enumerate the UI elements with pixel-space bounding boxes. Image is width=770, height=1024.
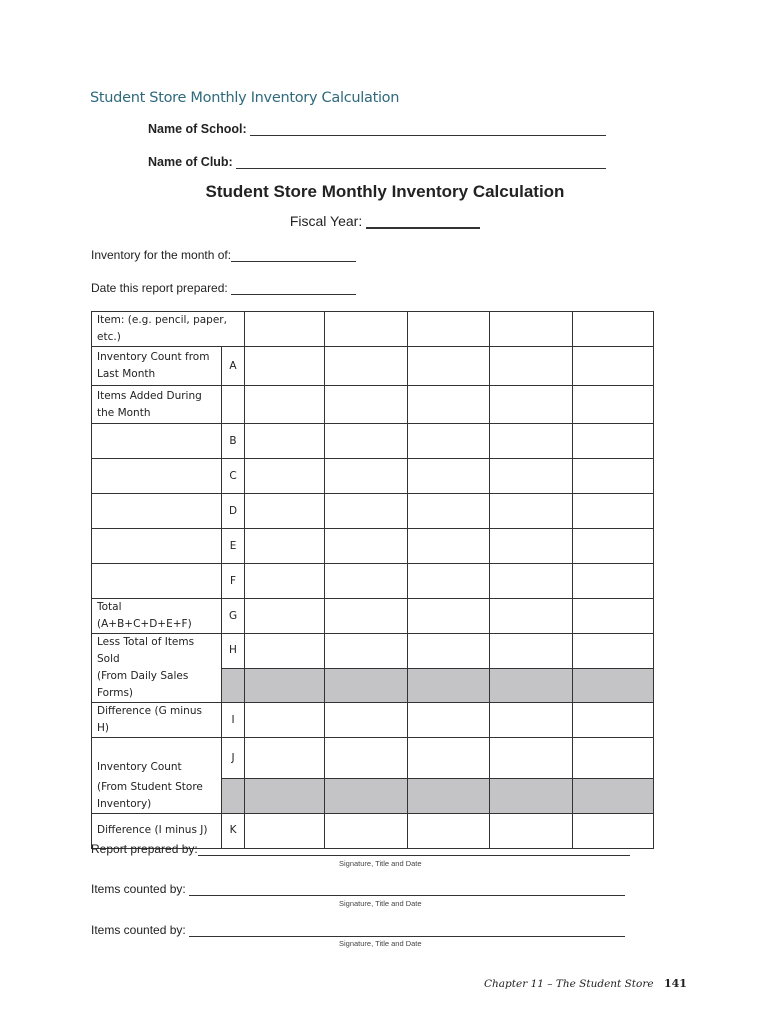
club-field (148, 155, 606, 169)
data-cell[interactable] (490, 494, 573, 529)
shaded-cell (573, 668, 654, 703)
data-cell[interactable] (245, 703, 325, 738)
data-cell[interactable] (245, 347, 325, 386)
items-counted-field-1 (91, 882, 625, 896)
data-cell[interactable] (573, 599, 654, 634)
table-row (92, 564, 654, 599)
row-letter: H (222, 634, 245, 669)
data-cell[interactable] (325, 599, 408, 634)
items-counted-input[interactable] (189, 883, 625, 896)
inventory-table (91, 311, 654, 849)
data-cell[interactable] (325, 386, 408, 424)
row-letter: A (222, 347, 245, 386)
report-prepared-field (91, 842, 630, 856)
item-header-cell: Item: (e.g. pencil, paper, etc.) (92, 312, 245, 347)
data-cell[interactable] (490, 529, 573, 564)
date-prepared-field (91, 281, 356, 295)
table-row (92, 529, 654, 564)
shaded-cell (245, 779, 325, 814)
data-cell[interactable] (245, 564, 325, 599)
date-prepared-input[interactable] (231, 282, 356, 295)
page-number: 141 (664, 977, 687, 990)
data-cell[interactable] (245, 424, 325, 459)
table-row (92, 703, 654, 738)
shaded-cell (325, 779, 408, 814)
data-cell[interactable] (490, 347, 573, 386)
signature-caption: Signature, Title and Date (339, 939, 422, 948)
row-letter (222, 779, 245, 814)
row-label: Total (A+B+C+D+E+F) (92, 599, 222, 634)
row-label: Difference (G minus H) (92, 703, 222, 738)
shaded-cell (573, 779, 654, 814)
row-label: Inventory Count from Last Month (92, 347, 222, 386)
data-cell[interactable] (245, 599, 325, 634)
data-cell[interactable] (573, 634, 654, 669)
table-row (92, 347, 654, 386)
data-cell[interactable] (408, 738, 490, 779)
data-cell[interactable] (408, 634, 490, 669)
row-letter: I (222, 703, 245, 738)
table-row-shaded (92, 668, 654, 703)
row-letter: B (222, 424, 245, 459)
data-cell[interactable] (408, 703, 490, 738)
inventory-month-input[interactable] (231, 249, 356, 262)
data-cell[interactable] (408, 599, 490, 634)
data-cell[interactable] (490, 459, 573, 494)
data-cell[interactable] (325, 424, 408, 459)
table-row (92, 386, 654, 424)
items-counted-input[interactable] (189, 924, 625, 937)
data-cell[interactable] (245, 494, 325, 529)
school-input[interactable] (250, 123, 606, 136)
row-label-input[interactable] (92, 529, 222, 564)
data-cell[interactable] (408, 347, 490, 386)
data-cell[interactable] (245, 386, 325, 424)
data-cell[interactable] (490, 386, 573, 424)
row-label: (From Daily Sales Forms) (92, 668, 222, 703)
data-cell[interactable] (325, 494, 408, 529)
data-cell[interactable] (490, 564, 573, 599)
shaded-cell (490, 779, 573, 814)
school-label: Name of School: (148, 122, 247, 136)
data-cell[interactable] (245, 459, 325, 494)
school-field (148, 122, 606, 136)
shaded-cell (325, 668, 408, 703)
row-letter: F (222, 564, 245, 599)
data-cell[interactable] (573, 529, 654, 564)
data-cell[interactable] (490, 703, 573, 738)
report-prepared-label: Report prepared by: (91, 842, 198, 856)
items-counted-label: Items counted by: (91, 882, 186, 896)
data-cell[interactable] (573, 459, 654, 494)
data-cell[interactable] (490, 634, 573, 669)
item-input-cell[interactable] (573, 312, 654, 347)
data-cell[interactable] (325, 738, 408, 779)
data-cell[interactable] (325, 564, 408, 599)
row-label-input[interactable] (92, 459, 222, 494)
chapter-footer: Chapter 11 – The Student Store (484, 978, 654, 990)
data-cell[interactable] (573, 738, 654, 779)
row-label: Difference (I minus J) (92, 813, 222, 848)
data-cell[interactable] (325, 459, 408, 494)
section-heading: Student Store Monthly Inventory Calculation (90, 90, 400, 106)
table-row (92, 634, 654, 669)
row-letter: E (222, 529, 245, 564)
data-cell[interactable] (490, 599, 573, 634)
date-prepared-label: Date this report prepared: (91, 281, 228, 295)
data-cell[interactable] (408, 564, 490, 599)
data-cell[interactable] (325, 634, 408, 669)
item-input-cell[interactable] (325, 312, 408, 347)
fiscal-year-label: Fiscal Year: (289, 213, 363, 229)
row-letter: K (222, 813, 245, 848)
signature-caption: Signature, Title and Date (339, 899, 422, 908)
table-row (92, 459, 654, 494)
club-label: Name of Club: (148, 155, 233, 169)
row-label: Inventory Count (92, 738, 222, 779)
inventory-month-label: Inventory for the month of: (91, 248, 232, 262)
row-label-input[interactable] (92, 494, 222, 529)
item-input-cell[interactable] (490, 312, 573, 347)
table-row (92, 424, 654, 459)
fiscal-year-field (0, 213, 770, 229)
table-row (92, 494, 654, 529)
signature-caption: Signature, Title and Date (339, 859, 422, 868)
page-title: Student Store Monthly Inventory Calculation (205, 182, 565, 201)
data-cell[interactable] (573, 564, 654, 599)
item-input-cell[interactable] (408, 312, 490, 347)
shaded-cell (245, 668, 325, 703)
shaded-cell (408, 668, 490, 703)
items-counted-field-2 (91, 923, 625, 937)
club-input[interactable] (236, 156, 606, 169)
row-letter (222, 386, 245, 424)
data-cell[interactable] (573, 703, 654, 738)
table-row (92, 599, 654, 634)
data-cell[interactable] (573, 347, 654, 386)
table-row (92, 738, 654, 779)
data-cell[interactable] (408, 424, 490, 459)
item-input-cell[interactable] (245, 312, 325, 347)
row-letter: J (222, 738, 245, 779)
data-cell[interactable] (573, 386, 654, 424)
data-cell[interactable] (408, 494, 490, 529)
data-cell[interactable] (408, 529, 490, 564)
data-cell[interactable] (408, 459, 490, 494)
row-letter (222, 668, 245, 703)
report-prepared-input[interactable] (198, 843, 630, 856)
data-cell[interactable] (245, 738, 325, 779)
row-label: Items Added During the Month (92, 386, 222, 424)
data-cell[interactable] (245, 634, 325, 669)
fiscal-year-input[interactable] (366, 215, 480, 229)
row-label-input[interactable] (92, 424, 222, 459)
table-row-shaded (92, 779, 654, 814)
row-letter: C (222, 459, 245, 494)
data-cell[interactable] (573, 494, 654, 529)
data-cell[interactable] (325, 703, 408, 738)
data-cell[interactable] (245, 529, 325, 564)
inventory-month-field (91, 248, 356, 262)
row-label: Less Total of Items Sold (92, 634, 222, 669)
items-counted-label: Items counted by: (91, 923, 186, 937)
row-letter: D (222, 494, 245, 529)
data-cell[interactable] (490, 424, 573, 459)
data-cell[interactable] (490, 738, 573, 779)
row-label-input[interactable] (92, 564, 222, 599)
row-label: (From Student Store Inventory) (92, 779, 222, 814)
shaded-cell (490, 668, 573, 703)
data-cell[interactable] (325, 347, 408, 386)
data-cell[interactable] (325, 529, 408, 564)
table-header-row (92, 312, 654, 347)
row-letter: G (222, 599, 245, 634)
shaded-cell (408, 779, 490, 814)
data-cell[interactable] (408, 386, 490, 424)
data-cell[interactable] (573, 424, 654, 459)
